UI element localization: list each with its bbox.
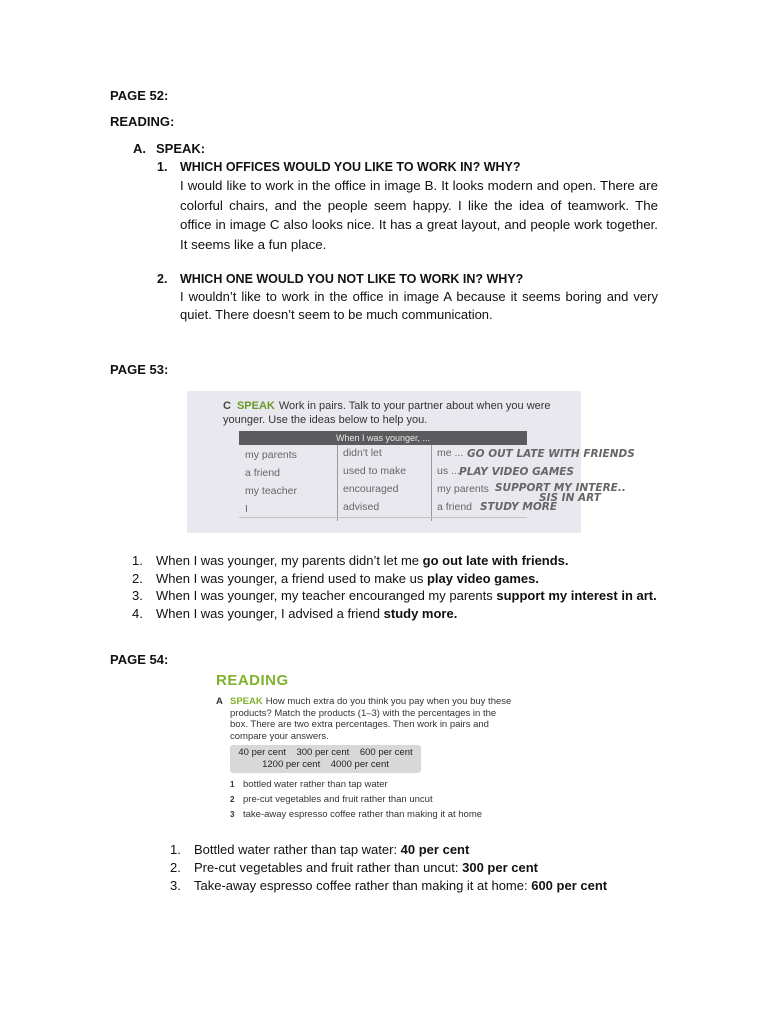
list-number: 2. — [170, 860, 181, 875]
list-text-bold: 600 per cent — [531, 878, 608, 893]
list-text-bold: play video games. — [426, 571, 539, 586]
table-cell: used to make — [343, 465, 407, 477]
list-text-regular: When I was younger, I advised a friend — [156, 606, 384, 621]
list-text-bold: support my interest in art. — [496, 588, 657, 603]
textbook-photo-speak-table — [187, 391, 635, 533]
table-cell: encouraged — [343, 483, 399, 495]
table-header: When I was younger, ... — [239, 431, 527, 445]
list-text-bold: study more. — [383, 606, 458, 621]
list-text-bold: go out late with friends. — [422, 553, 569, 568]
photo-instruction — [230, 696, 515, 742]
table-cell: a friend — [437, 501, 473, 513]
exercise-label-a: A — [216, 696, 223, 707]
table-cell: I — [245, 503, 248, 515]
list-text-regular: When I was younger, a friend used to make us — [156, 571, 427, 586]
product-number: 1 — [230, 780, 235, 789]
speak-label: SPEAK — [236, 400, 275, 412]
table-cell: my teacher — [245, 485, 297, 497]
table-cell: me ... — [437, 447, 464, 459]
table-cell: advised — [343, 501, 380, 513]
percentage-row: 1200 per cent 4000 per cent — [262, 759, 389, 770]
list-number: 1. — [132, 553, 143, 568]
table-cell: my parents — [437, 483, 489, 495]
percentage-row: 40 per cent 300 per cent 600 per cent — [238, 747, 413, 758]
product-number: 2 — [230, 795, 235, 804]
list-text — [194, 842, 469, 857]
list-text-regular: When I was younger, my teacher encouranged my parents — [156, 588, 497, 603]
product-text: take-away espresso coffee rather than making it at home — [243, 809, 483, 820]
product-number: 3 — [230, 810, 235, 819]
list-text — [156, 606, 457, 621]
list-text-regular: When I was younger, my parents didn’t let me — [156, 553, 423, 568]
photo-instruction — [223, 399, 563, 427]
handwritten-note: SIS IN ART — [539, 492, 601, 504]
instruction-text: Work in pairs. Talk to your partner about when you were younger. Use the ideas below to help you. — [223, 400, 551, 426]
speak-marker: A. — [133, 141, 146, 156]
percentage-box — [230, 745, 421, 773]
exercise-label-c: C — [223, 400, 231, 412]
table-cell: a friend — [245, 467, 281, 479]
product-item — [230, 779, 388, 790]
list-text — [156, 553, 569, 568]
page53-heading: PAGE 53: — [110, 362, 169, 377]
table-divider — [337, 445, 338, 521]
list-text-regular: Take-away espresso coffee rather than making it at home: — [194, 878, 532, 893]
list-text-bold: 300 per cent — [462, 860, 538, 875]
list-text-regular: Pre-cut vegetables and fruit rather than uncut: — [194, 860, 463, 875]
table-divider — [239, 517, 527, 518]
photo-reading-title: READING — [216, 672, 289, 689]
list-number: 1. — [170, 842, 181, 857]
question-2-title: WHICH ONE WOULD YOU NOT LIKE TO WORK IN? WHY? — [180, 272, 524, 286]
page52-heading: PAGE 52: — [110, 88, 169, 103]
question-2-answer: I wouldn’t like to work in the office in image A because it seems boring and very quiet. There doesn’t seem to be much communication. — [180, 289, 658, 322]
list-number: 3. — [132, 588, 143, 603]
product-item — [230, 809, 482, 820]
question-1-answer: I would like to work in the office in image B. It looks modern and open. There are colorful chairs, and the people seem happy. I like the idea of teamwork. The office in image C also looks nice. It has a great layout, and people work together. It seems like a fun place. — [180, 178, 658, 252]
table-cell: us ... — [437, 465, 460, 477]
handwritten-note: SUPPORT MY INTERE.. — [495, 482, 626, 494]
question-1-title: WHICH OFFICES WOULD YOU LIKE TO WORK IN? WHY? — [180, 160, 521, 174]
page54-heading: PAGE 54: — [110, 652, 169, 667]
table-cell: my parents — [245, 449, 297, 461]
handwritten-note: STUDY MORE — [480, 501, 558, 513]
product-text: bottled water rather than tap water — [243, 779, 388, 790]
list-text — [156, 571, 539, 586]
list-text — [156, 588, 657, 603]
speak-heading: SPEAK: — [156, 141, 206, 156]
table-divider — [431, 445, 432, 521]
list-text-bold: 40 per cent — [400, 842, 470, 857]
list-text — [194, 860, 538, 875]
speak-label: SPEAK — [230, 696, 263, 707]
list-number: 3. — [170, 878, 181, 893]
question-2-number: 2. — [157, 272, 168, 286]
list-text-regular: Bottled water rather than tap water: — [194, 842, 401, 857]
reading-heading: READING: — [110, 114, 175, 129]
handwritten-note: GO OUT LATE WITH FRIENDS — [467, 448, 635, 460]
table-cell: didn't let — [343, 447, 382, 459]
textbook-photo-reading — [212, 670, 512, 828]
product-text: pre-cut vegetables and fruit rather than uncut — [243, 794, 433, 805]
handwritten-note: PLAY VIDEO GAMES — [459, 466, 574, 478]
list-number: 4. — [132, 606, 143, 621]
list-number: 2. — [132, 571, 143, 586]
list-text — [194, 878, 607, 893]
question-1-number: 1. — [157, 160, 168, 174]
instruction-text: How much extra do you think you pay when you buy these products? Match the products (1–3) with the percentages in the box. There are two extra percentages. Then work in pairs and compare your answers. — [230, 696, 512, 742]
product-item — [230, 794, 433, 805]
